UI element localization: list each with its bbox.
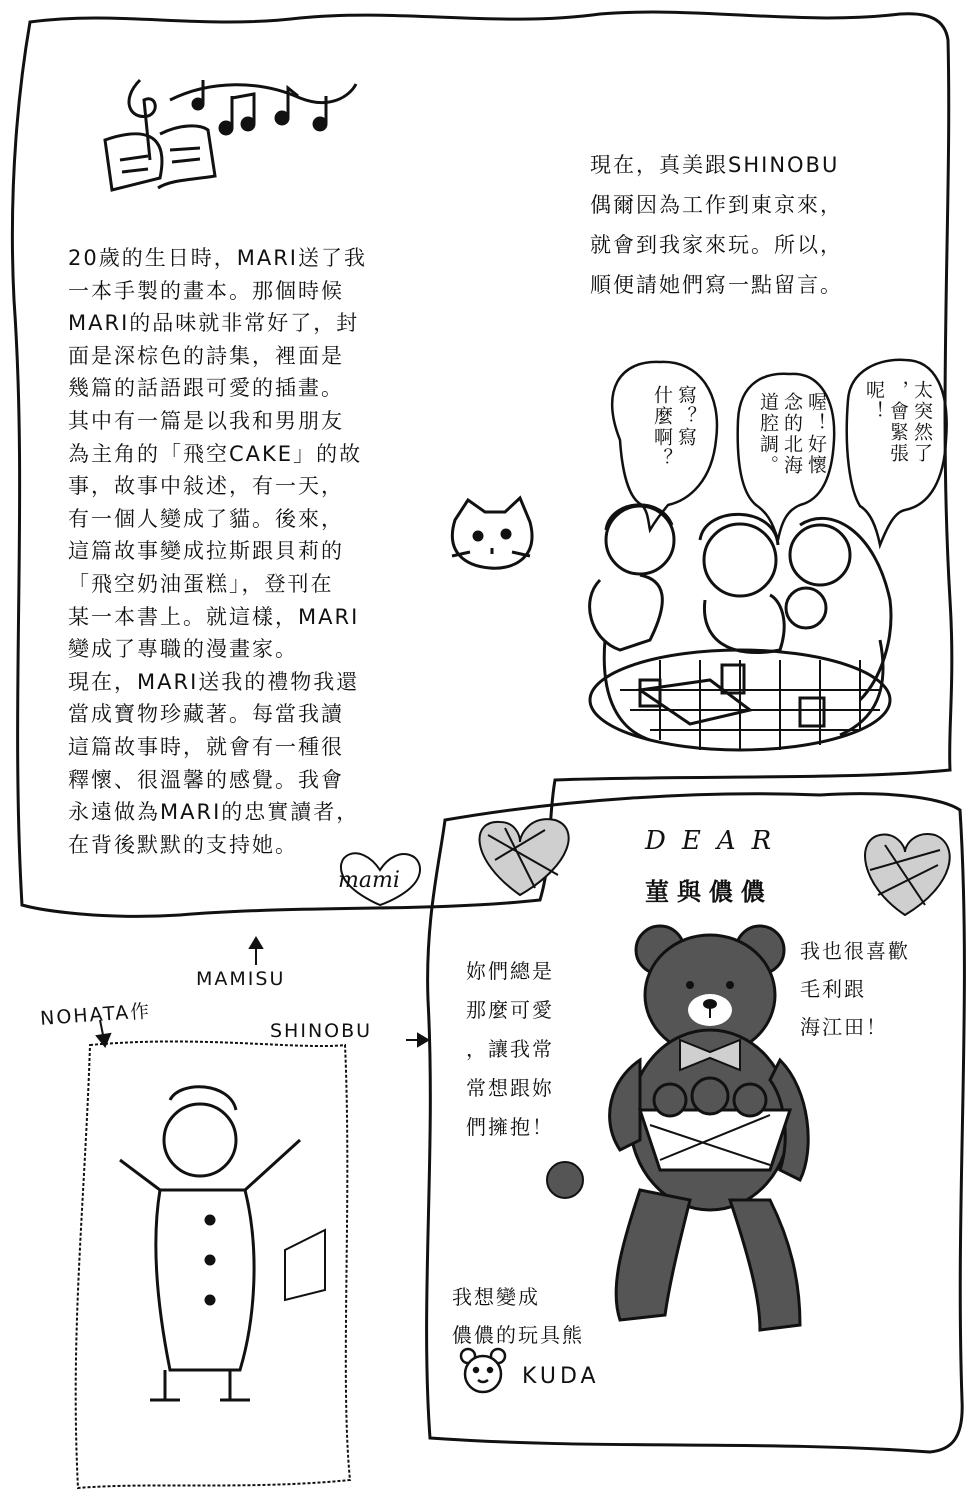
letter-line: MARI的品味就非常好了，封 [68, 311, 360, 336]
mami-signature: mami [338, 868, 400, 893]
bubble-line: 念的北海 [781, 392, 803, 476]
stamp-portrait [76, 1041, 350, 1488]
letter-line: 事，故事中敍述，有一天， [68, 474, 344, 499]
bottom-message [452, 1278, 584, 1354]
bubble-left-text [650, 385, 698, 505]
bubble-line: 太突然了 [911, 380, 933, 464]
letter-line: 當成寶物珍藏著。每當我讀 [68, 702, 344, 727]
letter-line: 為主角的「飛空CAKE」的故 [68, 441, 363, 466]
message-line: 毛利跟 [800, 977, 866, 1001]
bubble-line: 寫？寫 [675, 385, 697, 448]
label-nohata: NOHATA作 [39, 1000, 152, 1030]
letter-line: 在背後默默的支持她。 [68, 832, 298, 857]
message-line: 妳們總是 [466, 959, 554, 983]
message-line: 們擁抱！ [466, 1115, 554, 1139]
letter-line: 其中有一篇是以我和男朋友 [68, 408, 344, 433]
bubble-line: 呢！ [863, 380, 885, 422]
letter-line: 現在，MARI送我的禮物我還 [68, 669, 360, 694]
letter-line: 20歲的生日時，MARI送了我 [68, 246, 367, 270]
friends-illustration [590, 505, 891, 750]
cat-face-illustration [452, 498, 532, 568]
letter-line: 「飛空奶油蛋糕」，登刊在 [68, 571, 334, 596]
left-message [466, 952, 554, 1147]
letter-line: 釋懷、很溫馨的感覺。我會 [68, 767, 344, 792]
bubble-line: 喔！好懷 [805, 392, 827, 476]
note-line: 順便請她們寫一點留言。 [590, 273, 843, 297]
kuda-signature: KUDA [522, 1364, 600, 1389]
letter-line: 這篇故事時，就會有一種很 [68, 734, 344, 759]
message-line: 海江田！ [800, 1015, 888, 1039]
note-line: 現在，真美跟SHINOBU [590, 153, 840, 177]
letter-line: 幾篇的話語跟可愛的插畫。 [68, 376, 344, 401]
bear-face-icon [461, 1349, 505, 1392]
visit-note [590, 145, 843, 305]
bubble-line: ，會緊張 [887, 380, 909, 464]
letter-line: 一本手製的畫本。那個時候 [68, 278, 344, 303]
message-line: 常想跟妳 [466, 1076, 554, 1100]
bubble-middle-text [756, 392, 828, 502]
music-book-illustration [105, 80, 356, 190]
mari-letter [68, 242, 367, 861]
message-line: 我想變成 [452, 1285, 540, 1309]
letter-line: 有一個人變成了貓。後來， [68, 506, 344, 531]
note-line: 偶爾因為工作到東京來， [590, 193, 843, 217]
note-line: 就會到我家來玩。所以， [590, 233, 843, 257]
message-line: 儂儂的玩具熊 [452, 1323, 584, 1347]
label-arrows [97, 938, 428, 1046]
letter-line: 面是深棕色的詩集，裡面是 [68, 343, 344, 368]
letter-line: 某一本書上。就這樣，MARI [68, 604, 360, 629]
right-message [800, 932, 910, 1046]
message-line: ，讓我常 [466, 1037, 554, 1061]
message-line: 那麼可愛 [466, 998, 554, 1022]
label-mamisu: MAMISU [196, 968, 286, 990]
bubble-right-text [862, 380, 934, 505]
letter-line: 永遠做為MARI的忠實讀者， [68, 800, 360, 825]
label-shinobu: SHINOBU [270, 1020, 373, 1042]
bubble-line: 道腔調。 [757, 392, 779, 476]
bubble-line: 什麼啊？ [651, 385, 673, 469]
small-muffin [547, 1162, 583, 1198]
message-line: 我也很喜歡 [800, 939, 910, 963]
letter-line: 這篇故事變成拉斯跟貝莉的 [68, 539, 344, 564]
dear-heading: DEAR [645, 826, 788, 856]
letter-line: 變成了專職的漫畫家。 [68, 637, 298, 662]
recipients: 菫與儂儂 [645, 878, 773, 906]
